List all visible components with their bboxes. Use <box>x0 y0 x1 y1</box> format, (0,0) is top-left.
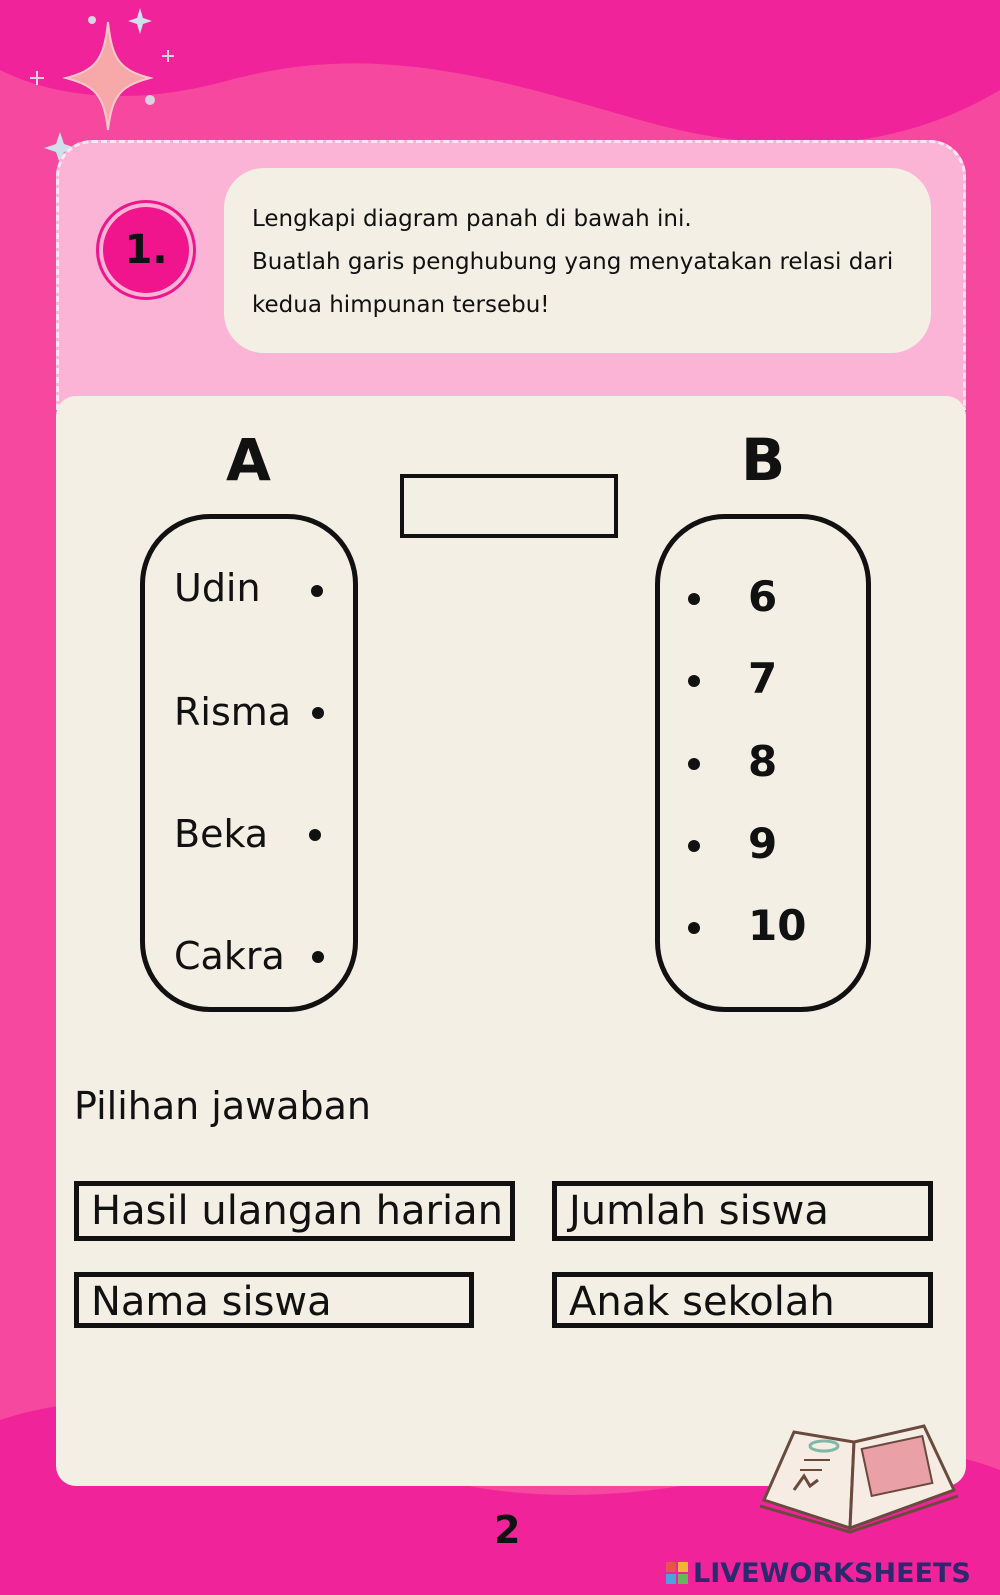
set-b-label: B <box>741 426 786 494</box>
set-a-point[interactable] <box>311 585 323 597</box>
set-a-point[interactable] <box>312 707 324 719</box>
brand-wordmark: LIVEWORKSHEETS <box>693 1558 971 1589</box>
set-b-point[interactable] <box>688 758 700 770</box>
set-b-point[interactable] <box>688 840 700 852</box>
page-number: 2 <box>494 1508 521 1552</box>
choices-heading: Pilihan jawaban <box>74 1084 371 1128</box>
set-b-item: 7 <box>748 654 778 703</box>
choice-option[interactable]: Anak sekolah <box>552 1272 933 1328</box>
instruction-box <box>224 168 931 353</box>
choice-option[interactable]: Hasil ulangan harian <box>74 1181 515 1241</box>
set-b-point[interactable] <box>688 922 700 934</box>
choice-option[interactable]: Jumlah siswa <box>552 1181 933 1241</box>
set-a-point[interactable] <box>312 951 324 963</box>
set-b-item: 8 <box>748 737 778 786</box>
set-b-item: 6 <box>748 572 778 621</box>
instruction-line: Lengkapi diagram panah di bawah ini. <box>252 206 692 232</box>
set-a-item: Cakra <box>174 934 285 978</box>
set-b-item: 10 <box>748 901 807 950</box>
set-a-item: Beka <box>174 812 269 856</box>
choice-option[interactable]: Nama siswa <box>74 1272 474 1328</box>
set-a-item: Udin <box>174 566 261 610</box>
question-number-badge <box>103 207 189 293</box>
set-a-point[interactable] <box>309 829 321 841</box>
set-b-item: 9 <box>748 819 778 868</box>
question-number: 1. <box>124 227 168 273</box>
instruction-line: Buatlah garis penghubung yang menyatakan relasi dari <box>252 249 894 275</box>
relation-answer-dropzone[interactable] <box>400 474 618 538</box>
set-a-label: A <box>226 426 271 494</box>
open-book-icon <box>754 1420 964 1535</box>
instruction-line: kedua himpunan tersebu! <box>252 292 550 318</box>
liveworksheets-logo-icon <box>666 1562 688 1584</box>
set-b-point[interactable] <box>688 593 700 605</box>
set-a-item: Risma <box>174 690 292 734</box>
set-b-point[interactable] <box>688 675 700 687</box>
